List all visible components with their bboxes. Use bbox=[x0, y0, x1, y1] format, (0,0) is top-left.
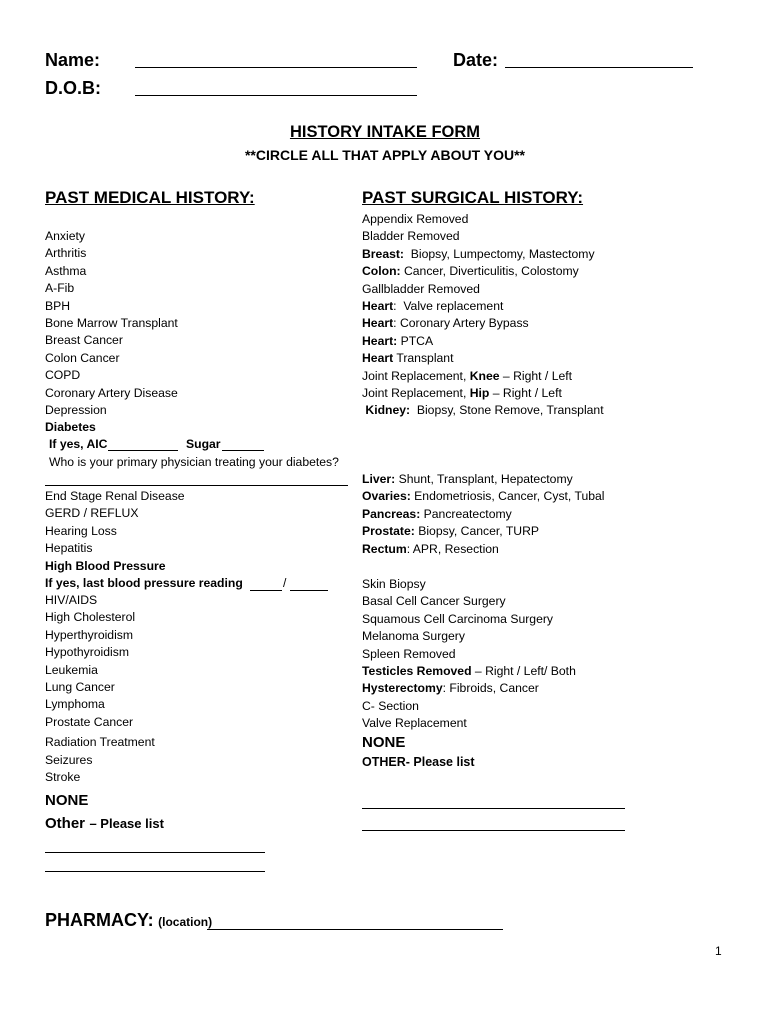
surgical-item-part: Appendix Removed bbox=[362, 212, 469, 226]
surgical-item-prostate-biopsy-cancer-turp[interactable] bbox=[362, 523, 605, 540]
surgical-item-part: Hysterectomy bbox=[362, 681, 443, 696]
surgical-item-heart-coronary-artery-bypass[interactable] bbox=[362, 315, 604, 332]
surgical-item-part: Skin Biopsy bbox=[362, 577, 426, 591]
date-label: Date: bbox=[453, 50, 499, 70]
surgical-item-testicles-removed-right-left-both[interactable] bbox=[362, 663, 576, 680]
surgical-item-valve-replacement[interactable] bbox=[362, 715, 576, 732]
surgical-item-kidney-biopsy-stone-remove-transplant[interactable] bbox=[362, 402, 604, 419]
surgical-other-suffix: - Please list bbox=[405, 755, 475, 769]
surgical-item-part: Liver: bbox=[362, 472, 396, 486]
surgical-item-basal-cell-cancer-surgery[interactable] bbox=[362, 593, 576, 610]
surgical-item-part: Rectum bbox=[362, 541, 407, 556]
diabetes-physician-field[interactable] bbox=[45, 485, 348, 486]
surgical-item-melanoma-surgery[interactable] bbox=[362, 628, 576, 645]
medical-none[interactable]: NONE bbox=[45, 792, 89, 809]
surgical-item-part: Valve Replacement bbox=[362, 716, 467, 731]
surgical-item-heart-transplant[interactable] bbox=[362, 350, 604, 367]
surgical-item-joint-replacement-knee[interactable] bbox=[362, 368, 604, 385]
diabetes-sugar-label: Sugar bbox=[186, 437, 221, 451]
dob-label: D.O.B: bbox=[45, 78, 101, 98]
medical-item-high-cholesterol[interactable]: High Cholesterol bbox=[45, 610, 136, 625]
surgical-item-part: Heart bbox=[362, 316, 394, 331]
name-label: Name: bbox=[45, 50, 101, 70]
surgical-item-part: Gallbladder Removed bbox=[362, 281, 480, 296]
surgical-item-part: Knee bbox=[469, 368, 500, 383]
diabetes-sugar-field[interactable] bbox=[222, 450, 264, 451]
surgical-item-c-section[interactable] bbox=[362, 698, 576, 715]
medical-other-line-2[interactable] bbox=[45, 871, 265, 872]
surgical-item-part: – Right / Left bbox=[499, 368, 573, 383]
surgical-item-part: Bladder Removed bbox=[362, 229, 460, 244]
bp-systolic-field[interactable] bbox=[250, 590, 282, 591]
medical-item-seizures[interactable]: Seizures bbox=[45, 752, 93, 767]
dob-field[interactable] bbox=[135, 95, 417, 96]
form-instruction: **CIRCLE ALL THAT APPLY ABOUT YOU** bbox=[244, 147, 526, 163]
surgical-item-rectum-apr-resection[interactable] bbox=[362, 541, 605, 558]
surgical-item-hysterectomy-fibroids-cancer[interactable] bbox=[362, 680, 576, 697]
surgical-item-part: Biopsy, Lumpectomy, Mastectomy bbox=[404, 246, 595, 261]
surgical-other-label: OTHER bbox=[362, 755, 406, 769]
surgical-item-heart-ptca[interactable] bbox=[362, 333, 604, 350]
medical-other bbox=[45, 815, 164, 833]
surgical-item-part: Pancreas: bbox=[362, 506, 421, 521]
surgical-list-b bbox=[362, 471, 605, 558]
surgical-item-ovaries-endometriosis-cancer-cyst-tubal[interactable] bbox=[362, 488, 605, 505]
medical-item-coronary-artery-disease[interactable]: Coronary Artery Disease bbox=[45, 385, 178, 400]
pharmacy-location-field[interactable] bbox=[207, 929, 503, 930]
medical-item-lymphoma[interactable]: Lymphoma bbox=[45, 697, 105, 712]
medical-item-asthma[interactable]: Asthma bbox=[45, 263, 87, 278]
surgical-item-part: : APR, Resection bbox=[406, 541, 499, 556]
surgical-item-part: Cancer, Diverticulitis, Colostomy bbox=[400, 264, 579, 279]
medical-item-bph[interactable]: BPH bbox=[45, 298, 71, 313]
surgical-none[interactable]: NONE bbox=[362, 734, 406, 751]
surgical-item-part: Biopsy, Cancer, TURP bbox=[414, 524, 540, 539]
surgical-item-part: Heart bbox=[362, 299, 394, 314]
surgical-item-part: Joint Replacement, bbox=[362, 386, 470, 401]
surgical-list-a bbox=[362, 211, 604, 420]
surgical-item-part: Colon: bbox=[362, 264, 401, 279]
surgical-item-part: Prostate: bbox=[362, 524, 415, 539]
pharmacy-label: PHARMACY: bbox=[45, 910, 154, 930]
medical-item-end-stage-renal-disease[interactable]: End Stage Renal Disease bbox=[45, 489, 185, 503]
medical-item-breast-cancer[interactable]: Breast Cancer bbox=[45, 333, 123, 348]
medical-item-hyperthyroidism[interactable]: Hyperthyroidism bbox=[45, 627, 134, 642]
medical-item-prostate-cancer[interactable]: Prostate Cancer bbox=[45, 714, 134, 729]
medical-item-hiv-aids[interactable]: HIV/AIDS bbox=[45, 593, 98, 607]
surgical-item-skin-biopsy[interactable] bbox=[362, 576, 576, 593]
medical-list-a bbox=[45, 228, 178, 419]
surgical-other bbox=[362, 755, 475, 769]
bp-slash: / bbox=[283, 576, 287, 590]
surgical-item-colon-cancer-diverticulitis-colostomy[interactable] bbox=[362, 263, 604, 280]
surgical-item-joint-replacement-hip[interactable] bbox=[362, 385, 604, 402]
medical-item-lung-cancer[interactable]: Lung Cancer bbox=[45, 680, 115, 695]
medical-item-hypothyroidism[interactable]: Hypothyroidism bbox=[45, 645, 129, 660]
surgical-item-part: – Right / Left/ Both bbox=[471, 664, 576, 679]
surgical-item-part: Spleen Removed bbox=[362, 646, 456, 661]
surgical-item-part: Heart bbox=[362, 351, 394, 366]
medical-item-a-fib[interactable]: A-Fib bbox=[45, 281, 75, 296]
medical-item-anxiety[interactable]: Anxiety bbox=[45, 229, 85, 243]
medical-item-colon-cancer[interactable]: Colon Cancer bbox=[45, 350, 120, 365]
medical-item-bone-marrow-transplant[interactable]: Bone Marrow Transplant bbox=[45, 316, 178, 331]
surgical-list-c bbox=[362, 576, 576, 733]
surgical-item-gallbladder-removed[interactable] bbox=[362, 281, 604, 298]
surgical-item-part: : Fibroids, Cancer bbox=[442, 681, 539, 696]
medical-item-diabetes[interactable]: Diabetes bbox=[45, 420, 96, 434]
surgical-item-part: Endometriosis, Cancer, Cyst, Tubal bbox=[410, 489, 605, 504]
medical-item-hepatitis[interactable]: Hepatitis bbox=[45, 541, 93, 556]
surgical-item-part: Basal Cell Cancer Surgery bbox=[362, 594, 506, 609]
surgical-item-pancreas-pancreatectomy[interactable] bbox=[362, 506, 605, 523]
medical-item-copd[interactable]: COPD bbox=[45, 368, 81, 383]
medical-item-depression[interactable]: Depression bbox=[45, 403, 107, 418]
medical-list-c bbox=[45, 592, 155, 786]
surgical-item-part: Shunt, Transplant, Hepatectomy bbox=[395, 472, 573, 486]
surgical-item-part: Pancreatectomy bbox=[420, 506, 512, 521]
medical-item-leukemia[interactable]: Leukemia bbox=[45, 662, 98, 677]
medical-item-gerd-reflux[interactable]: GERD / REFLUX bbox=[45, 506, 139, 521]
bp-reading-label: If yes, last blood pressure reading bbox=[45, 576, 243, 590]
date-field[interactable] bbox=[505, 67, 693, 68]
surgical-item-part: PTCA bbox=[397, 333, 434, 348]
surgical-item-spleen-removed[interactable] bbox=[362, 646, 576, 663]
diabetes-aic-label: If yes, AIC bbox=[49, 437, 108, 451]
surgical-item-part: Biopsy, Stone Remove, Transplant bbox=[410, 403, 604, 418]
medical-item-high-blood-pressure[interactable]: High Blood Pressure bbox=[45, 559, 166, 573]
surgical-item-part: – Right / Left bbox=[489, 386, 562, 401]
surgical-item-part: Joint Replacement, bbox=[362, 368, 470, 383]
surgical-item-part: Heart: bbox=[362, 333, 398, 348]
medical-item-arthritis[interactable]: Arthritis bbox=[45, 246, 87, 261]
pharmacy-location-label: (location) bbox=[158, 915, 213, 929]
surgical-item-part: Melanoma Surgery bbox=[362, 629, 465, 644]
medical-history-heading: PAST MEDICAL HISTORY: bbox=[45, 188, 255, 207]
diabetes-physician-question: Who is your primary physician treating your diabetes? bbox=[49, 455, 339, 469]
medical-item-hearing-loss[interactable]: Hearing Loss bbox=[45, 523, 117, 538]
name-field[interactable] bbox=[135, 67, 417, 68]
medical-other-line-1[interactable] bbox=[45, 852, 265, 853]
surgical-item-bladder-removed[interactable] bbox=[362, 228, 604, 245]
surgical-item-appendix-removed[interactable] bbox=[362, 211, 604, 228]
pharmacy bbox=[45, 910, 212, 931]
surgical-item-squamous-cell-carcinoma-surgery[interactable] bbox=[362, 611, 576, 628]
form-title: HISTORY INTAKE FORM bbox=[289, 123, 481, 141]
surgical-item-liver-shunt-transplant-hepatectomy[interactable] bbox=[362, 471, 605, 488]
medical-list-b bbox=[45, 488, 185, 558]
surgical-item-part: : Valve replacement bbox=[393, 299, 504, 314]
page-number: 1 bbox=[715, 944, 722, 958]
diabetes-aic-field[interactable] bbox=[108, 450, 178, 451]
surgical-item-breast-biopsy-lumpectomy-mastectomy[interactable] bbox=[362, 246, 604, 263]
surgical-history-heading: PAST SURGICAL HISTORY: bbox=[362, 188, 584, 207]
medical-item-radiation-treatment[interactable]: Radiation Treatment bbox=[45, 735, 155, 750]
surgical-item-part: Transplant bbox=[393, 351, 454, 366]
surgical-item-part: Kidney: bbox=[362, 403, 411, 418]
surgical-item-part: Breast: bbox=[362, 246, 404, 261]
surgical-item-part: Ovaries: bbox=[362, 489, 411, 504]
surgical-item-heart-valve-replacement[interactable] bbox=[362, 298, 604, 315]
surgical-other-line-2[interactable] bbox=[362, 830, 625, 831]
medical-other-suffix: – Please list bbox=[89, 816, 164, 831]
surgical-item-part: : Coronary Artery Bypass bbox=[393, 316, 529, 331]
surgical-item-part: Squamous Cell Carcinoma Surgery bbox=[362, 611, 554, 626]
medical-item-stroke[interactable]: Stroke bbox=[45, 770, 81, 785]
medical-other-label: Other bbox=[45, 815, 86, 832]
surgical-item-part: Testicles Removed bbox=[362, 664, 472, 679]
surgical-item-part: Hip bbox=[469, 386, 490, 401]
surgical-other-line-1[interactable] bbox=[362, 808, 625, 809]
surgical-item-part: C- Section bbox=[362, 698, 419, 713]
bp-diastolic-field[interactable] bbox=[290, 590, 328, 591]
